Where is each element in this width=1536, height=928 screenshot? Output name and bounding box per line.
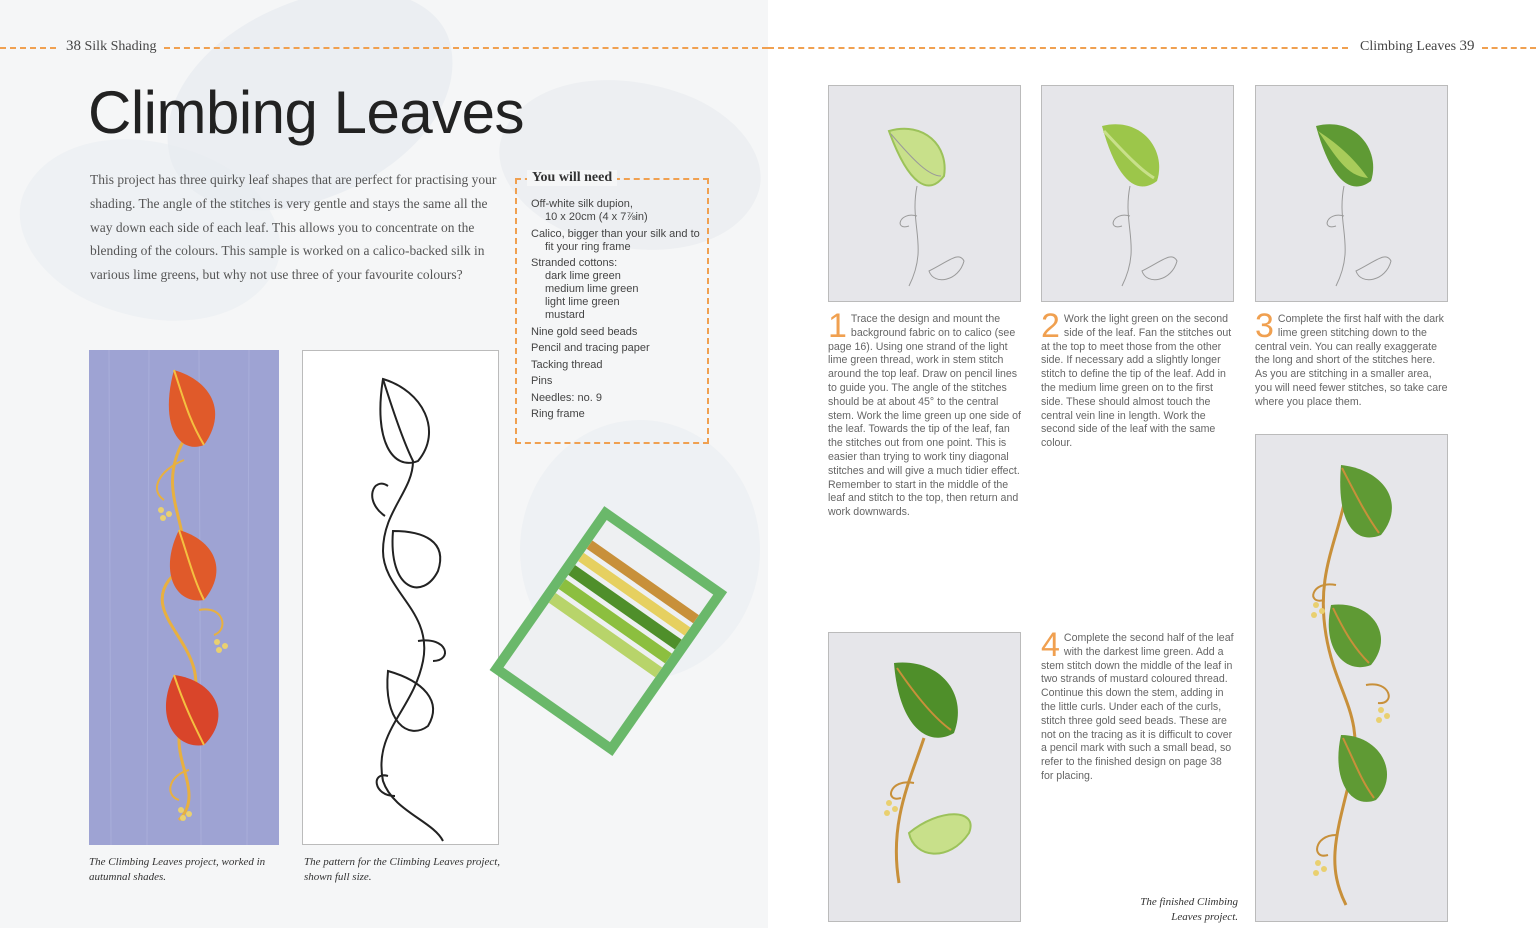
step-3-text: 3 Complete the first half with the dark lime green stitching down to the central vein. You can really exaggerate the long and short of the stitches here. As you are stitching in a smaller area, you will need fewer stitches, so take care where you place them. (1255, 307, 1448, 408)
list-item: Stranded cottons: dark lime green medium lime green light lime green mustard (531, 257, 639, 321)
right-folio (1356, 38, 1479, 55)
step-2-photo (1041, 85, 1234, 302)
caption-autumn: The Climbing Leaves project, worked in autumnal shades. (89, 856, 266, 883)
list-item: Off-white silk dupion, 10 x 20cm (4 x 7⅞in) (531, 198, 648, 223)
step-4-photo (828, 632, 1021, 922)
list-item: Needles: no. 9 (531, 391, 602, 404)
step-number: 4 (1041, 626, 1060, 664)
header-dash-rule (164, 47, 768, 49)
autumn-project-photo (89, 350, 279, 845)
you-will-need-box (515, 170, 709, 444)
step-3-photo (1255, 85, 1448, 302)
step-number: 3 (1255, 307, 1274, 345)
list-item: Pencil and tracing paper (531, 342, 650, 354)
intro-paragraph: This project has three quirky leaf shapes that are perfect for practising your shading. The angle of the stitches is very gentle and stays the same all the way down each side of each leaf. This allows you to concentrate on the blending of the colours. This sample is worked on a calico-backed silk in various lime greens, but why not use three of your favourite colours? (90, 172, 497, 283)
header-dash-rule (0, 47, 56, 49)
list-item: Tacking thread (531, 358, 603, 371)
section-name: Climbing Leaves (1360, 39, 1457, 54)
list-item: Pins (531, 375, 553, 387)
thread-card-photo (470, 470, 750, 770)
right-page (768, 0, 1536, 928)
page-number: 38 (66, 38, 81, 54)
page-title: Climbing Leaves (88, 79, 525, 146)
step-number: 1 (828, 307, 847, 345)
header-dash-rule (1482, 47, 1536, 49)
step-1-photo (828, 85, 1021, 302)
step-2-text: 2 Work the light green on the second side of the leaf. Fan the stitches out at the top to meet those from the other side. If necessary add a slightly longer stitch to define the tip of the leaf. Add in the medium lime green on to the first side. These should almost touch the central vein line in length. Work the second side of the leaf with the same colour. (1041, 307, 1232, 450)
list-item: Ring frame (531, 408, 585, 420)
caption-pattern: The pattern for the Climbing Leaves project, shown full size. (304, 856, 501, 883)
step-number: 2 (1041, 307, 1060, 345)
step-1-text: 1 Trace the design and mount the background fabric on to calico (see page 16). Using one strand of the light lime green thread, work in stem stitch around the top leaf. Draw on pencil lines to guide you. The angle of the stitches should be at about 45° to the central stem. Work the lime green up one side of the leaf. Towards the tip of the leaf, fan the stitches out from one point. This is easier than trying to work tiny diagonal stitches and will give a much tidier effect. Remember to start in the middle of the leaf and stitch to the top, then return and work downwards. (828, 307, 1021, 519)
list-item: Calico, bigger than your silk and to fit your ring frame (531, 227, 700, 253)
you-will-need-title: You will need (527, 170, 617, 186)
finished-project-photo (1255, 434, 1448, 922)
header-dash-rule (768, 47, 1348, 49)
caption-finished: The finished Climbing Leaves project. (1140, 896, 1238, 923)
section-name: Silk Shading (84, 39, 157, 54)
left-folio (66, 38, 156, 55)
list-item: Nine gold seed beads (531, 325, 638, 338)
page-number: 39 (1459, 38, 1475, 54)
materials-list (531, 198, 703, 425)
step-4-text: 4 Complete the second half of the leaf with the darkest lime green. Add a stem stitch down the middle of the leaf in two strands of mustard coloured thread. Continue this down the stem, adding in the little curls. Under each of the curls, stitch three gold seed beads. These are not on the tracing as it is difficult to cover a pencil mark with such a small bead, so refer to the finished design on page 38 for placing. (1041, 626, 1234, 782)
